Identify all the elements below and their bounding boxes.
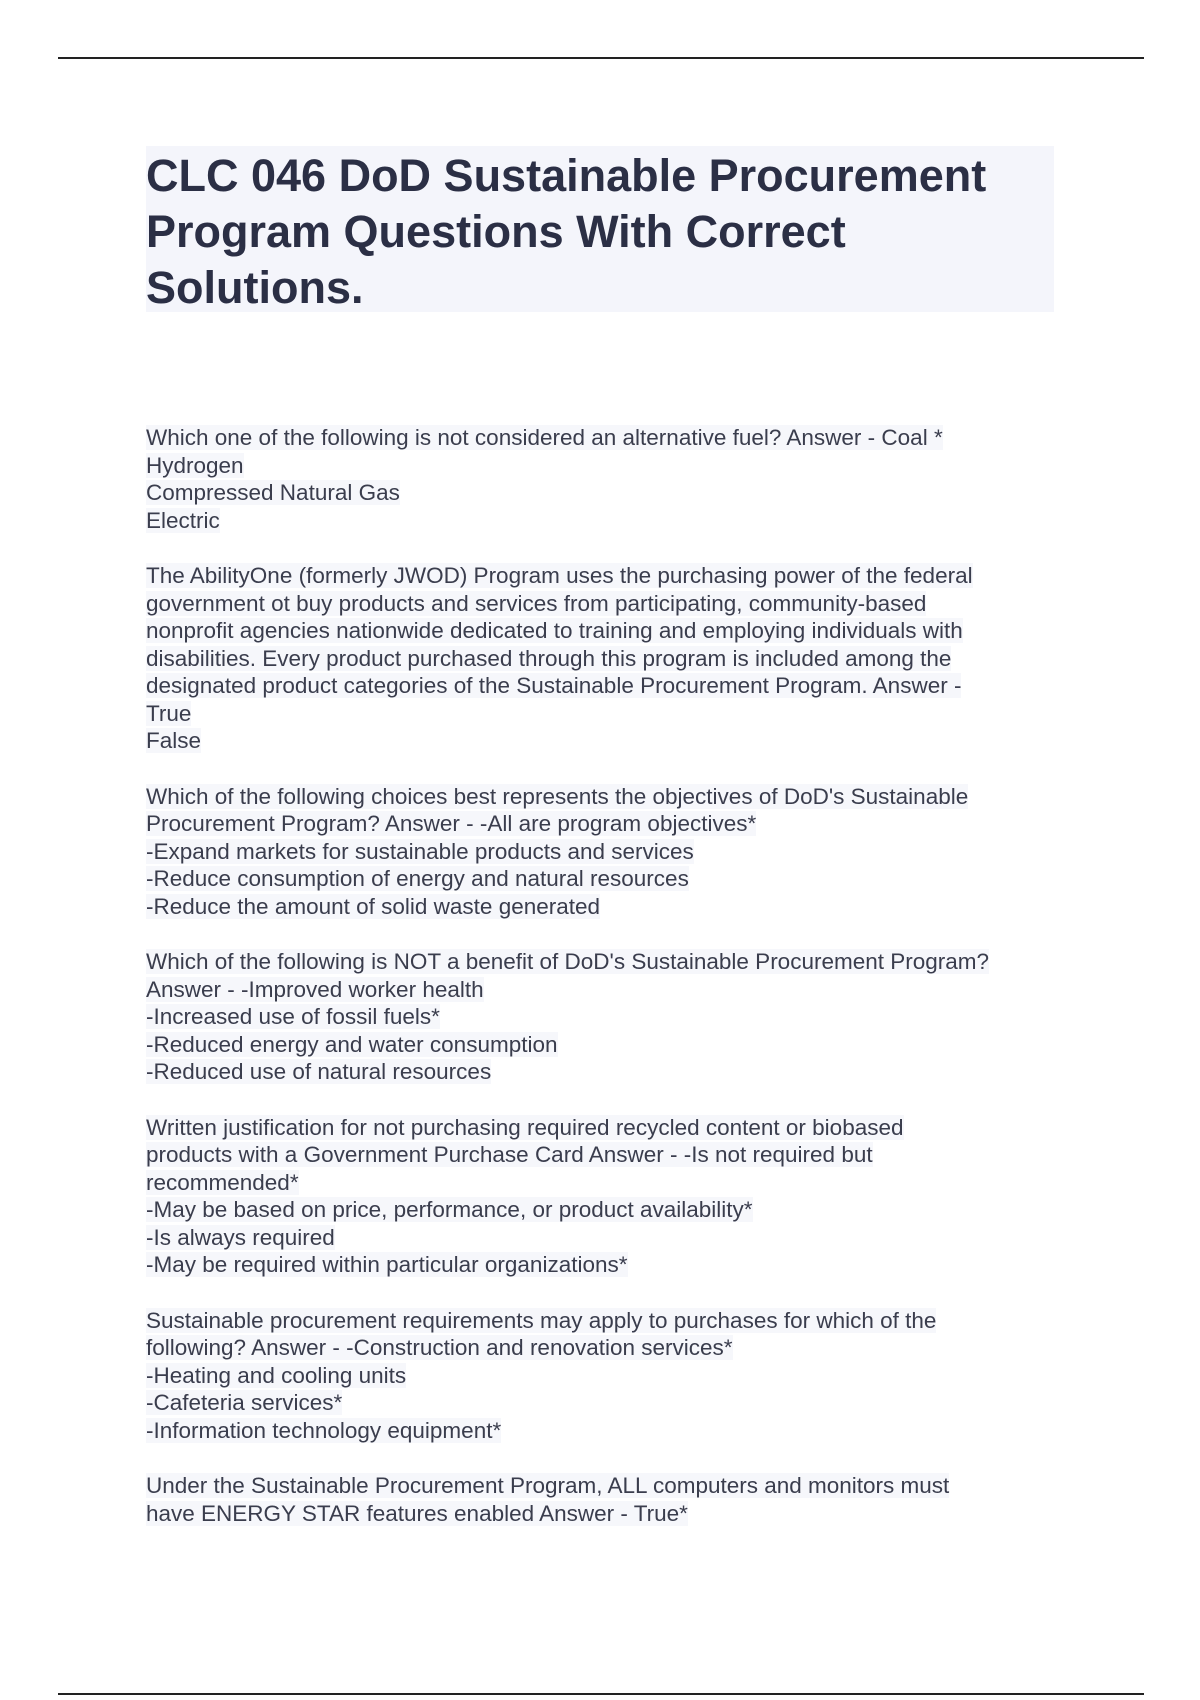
option-line: Compressed Natural Gas [146, 480, 400, 505]
title-line: CLC 046 DoD Sustainable Procurement [146, 150, 987, 201]
option-line: -Expand markets for sustainable products and services [146, 838, 694, 864]
question-list [146, 424, 1066, 1555]
question-block-3 [146, 783, 1066, 921]
question-line: Which of the following choices best represents the objectives of DoD's Sustainable [146, 783, 969, 809]
document-title [146, 148, 1058, 316]
question-line: recommended* [146, 1169, 299, 1195]
option-line: -Increased use of fossil fuels* [146, 1004, 440, 1029]
question-block-1 [146, 424, 1066, 534]
question-block-7 [146, 1472, 1066, 1527]
option-line: True [146, 700, 192, 726]
option-line: Hydrogen [146, 452, 244, 478]
option-line: -Is always required [146, 1224, 335, 1250]
question-line: Under the Sustainable Procurement Program, ALL computers and monitors must [146, 1473, 950, 1498]
option-line: -Information technology equipment* [146, 1417, 502, 1443]
question-line: nonprofit agencies nationwide dedicated to training and employing individuals with [146, 618, 963, 643]
option-line: Electric [146, 507, 220, 533]
option-line: -May be based on price, performance, or product availability* [146, 1197, 753, 1222]
question-line: Sustainable procurement requirements may apply to purchases for which of the [146, 1307, 937, 1333]
question-line: Procurement Program? Answer - -All are program objectives* [146, 811, 757, 836]
question-line: designated product categories of the Sustainable Procurement Program. Answer - [146, 673, 962, 698]
option-line: -Reduced use of natural resources [146, 1059, 492, 1084]
option-line: -Reduce consumption of energy and natural resources [146, 866, 689, 891]
question-line: The AbilityOne (formerly JWOD) Program uses the purchasing power of the federal [146, 563, 973, 588]
option-line: -Cafeteria services* [146, 1390, 343, 1415]
question-line: products with a Government Purchase Card Answer - -Is not required but [146, 1142, 873, 1167]
question-line: Which one of the following is not considered an alternative fuel? Answer - Coal * [146, 425, 943, 450]
option-line: False [146, 728, 202, 753]
question-line: Answer - -Improved worker health [146, 976, 484, 1002]
question-block-4 [146, 948, 1066, 1086]
title-line: Program Questions With Correct [146, 206, 846, 257]
question-line: following? Answer - -Construction and renovation services* [146, 1335, 733, 1360]
title-line: Solutions. [146, 262, 364, 313]
option-line: -Reduce the amount of solid waste generated [146, 893, 601, 919]
question-line: have ENERGY STAR features enabled Answer - True* [146, 1500, 688, 1526]
question-block-5 [146, 1114, 1066, 1279]
question-line: government ot buy products and services from participating, community-based [146, 590, 927, 616]
question-line: Written justification for not purchasing required recycled content or biobased [146, 1114, 904, 1140]
question-line: Which of the following is NOT a benefit of DoD's Sustainable Procurement Program? [146, 949, 990, 974]
question-block-6 [146, 1307, 1066, 1445]
option-line: -Reduced energy and water consumption [146, 1031, 558, 1057]
bottom-rule [58, 1693, 1144, 1695]
question-block-2 [146, 562, 1066, 755]
option-line: -Heating and cooling units [146, 1362, 407, 1388]
option-line: -May be required within particular organizations* [146, 1252, 628, 1277]
top-rule [58, 57, 1144, 59]
question-line: disabilities. Every product purchased through this program is included among the [146, 645, 952, 671]
